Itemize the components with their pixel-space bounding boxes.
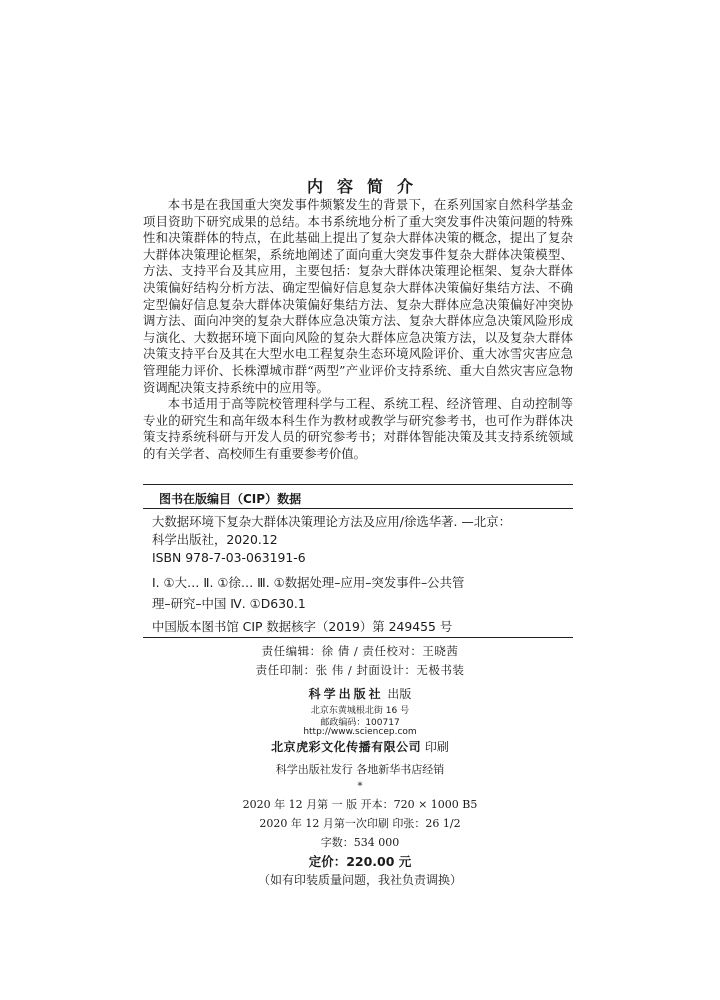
publisher-name: 科学出版社 <box>308 687 384 701</box>
summary-paragraph-2: 本书适用于高等院校管理科学与工程、系统工程、经济管理、自动控制等专业的研究生和高年级本科生作为教材或教学与研究参考书，也可作为群体决策支持系统科研与开发人员的研究参考书；对群体智能决策及其支持系统领域的有关学者、高校师生有重要参考价值。 <box>143 396 573 461</box>
printer-name: 北京虎彩文化传播有限公司 <box>271 740 422 754</box>
cip-heading: 图书在版编目（CIP）数据 <box>159 492 302 506</box>
edition-line-2: 2020 年 12 月第一次印刷 印张：26 1/2 <box>259 817 461 830</box>
page-title: 内容简介 <box>306 177 427 196</box>
cip-subject-line-1: Ⅰ. ①大… Ⅱ. ①徐… Ⅲ. ①数据处理–应用–突发事件–公共管 <box>152 575 465 590</box>
publisher-suffix: 出版 <box>387 687 412 701</box>
printer-line <box>0 738 720 755</box>
printer-suffix: 印刷 <box>424 740 449 754</box>
quality-notice: （如有印装质量问题，我社负责调换） <box>257 873 462 887</box>
word-count: 字数：534 000 <box>320 836 400 849</box>
separator-asterisk: * <box>357 781 363 792</box>
distribution-line: 科学出版社发行 各地新华书店经销 <box>275 763 445 776</box>
publisher-website: http://www.sciencep.com <box>303 727 417 737</box>
cip-top-divider <box>143 484 573 485</box>
edition-line-1: 2020 年 12 月第 一 版 开本：720 × 1000 B5 <box>242 798 478 811</box>
cip-number-line: 中国版本图书馆 CIP 数据核字（2019）第 249455 号 <box>152 619 453 634</box>
content-summary <box>143 197 573 463</box>
credits-production: 责任印制：张 伟 / 封面设计：无极书装 <box>255 663 465 677</box>
publisher-line <box>0 685 720 702</box>
cip-isbn-line: ISBN 978-7-03-063191-6 <box>152 550 306 565</box>
price: 定价：220.00 元 <box>308 854 412 869</box>
cip-heading-divider <box>143 508 573 509</box>
cip-subject-line-2: 理–研究–中国 Ⅳ. ①D630.1 <box>152 596 306 611</box>
credits-editors: 责任编辑：徐 倩 / 责任校对：王晓茜 <box>261 644 459 658</box>
cip-title-line: 大数据环境下复杂大群体决策理论方法及应用/徐选华著. —北京： <box>152 514 511 529</box>
cip-publisher-line: 科学出版社，2020.12 <box>152 532 278 547</box>
publisher-postcode: 邮政编码：100717 <box>320 718 400 728</box>
publisher-address: 北京东黄城根北街 16 号 <box>310 706 410 716</box>
summary-paragraph-1: 本书是在我国重大突发事件频繁发生的背景下，在系列国家自然科学基金项目资助下研究成果的总结。本书系统地分析了重大突发事件决策问题的特殊性和决策群体的特点，在此基础上提出了复杂大群体决策的概念，提出了复杂大群体决策理论框架，系统地阐述了面向重大突发事件复杂大群体决策模型、方法、支持平台及其应用，主要包括：复杂大群体决策理论框架、复杂大群体决策偏好结构分析方法、确定型偏好信息复杂大群体决策偏好集结方法、不确定型偏好信息复杂大群体决策偏好集结方法、复杂大群体应急决策偏好冲突协调方法、面向冲突的复杂大群体应急决策方法、复杂大群体应急决策风险形成与演化、大数据环境下面向风险的复杂大群体应急决策方法，以及复杂大群体决策支持平台及其在大型水电工程复杂生态环境风险评价、重大冰雪灾害应急管理能力评价、长株潭城市群“两型”产业评价支持系统、重大自然灾害应急物资调配决策支持系统中的应用等。 <box>143 197 573 395</box>
cip-bottom-divider <box>143 637 573 638</box>
